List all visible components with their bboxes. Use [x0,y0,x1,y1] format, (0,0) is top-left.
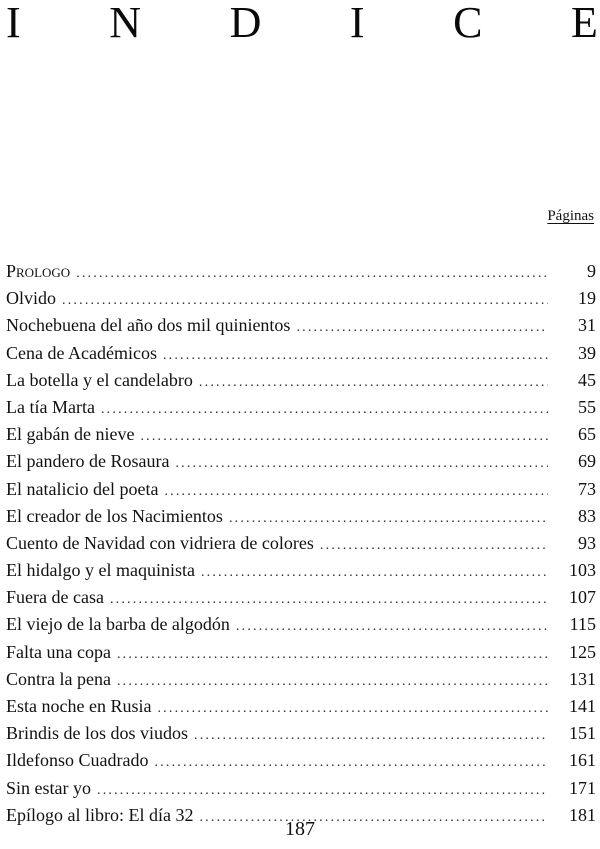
toc-entry-page: 83 [578,505,596,526]
toc-entry-page: 141 [569,696,596,716]
toc-entry-title: Falta una copa [6,641,111,662]
dot-leader [194,722,548,749]
dot-leader [229,505,548,532]
toc-entry [6,367,596,394]
dot-leader [62,287,548,314]
toc-entry-title: El viejo de la barba de algodón [6,614,230,635]
pages-column-label: Páginas [547,208,594,224]
toc-entry [6,258,596,285]
toc-entry [6,666,596,693]
toc-entry [6,312,596,339]
dot-leader [110,586,548,613]
table-of-contents [6,258,596,829]
toc-entry-title: Contra la pena [6,668,111,689]
toc-entry [6,285,596,312]
toc-entry-title: Esta noche en Rusia [6,696,152,716]
toc-entry-title: Prologo [6,261,71,281]
toc-entry-title: El gabán de nieve [6,424,135,445]
dot-leader [154,749,548,776]
heading-letter: I [6,0,21,47]
toc-entry-page: 45 [578,369,596,390]
dot-leader [117,641,548,668]
toc-entry [6,747,596,774]
toc-entry-page: 103 [569,560,596,581]
toc-entry-page: 125 [569,641,596,662]
dot-leader [117,668,548,695]
page-number: 187 [285,818,315,840]
toc-entry-page: 171 [569,777,596,798]
toc-entry [6,448,596,475]
toc-entry-title: El creador de los Nacimientos [6,505,223,526]
toc-entry-title: Brindis de los dos viudos [6,723,189,744]
toc-entry-title: La tía Marta [6,396,95,417]
toc-entry [6,503,596,530]
toc-entry-page: 69 [578,451,596,472]
toc-entry-title: Cena de Académicos [6,342,157,363]
toc-entry [6,611,596,638]
toc-entry-page: 181 [569,804,596,825]
toc-entry [6,584,596,611]
toc-entry-title: La botella y el candelabro [6,369,193,390]
toc-entry-title: El pandero de Rosaura [6,451,170,472]
dot-leader [199,369,548,396]
toc-entry-page: 107 [569,587,596,608]
dot-leader [296,314,548,341]
toc-entry-title: El natalicio del poeta [6,478,159,499]
toc-entry-title: El hidalgo y el maquinista [6,560,195,581]
dot-leader [320,532,548,559]
toc-entry-title: Fuera de casa [6,587,104,608]
toc-entry [6,476,596,503]
toc-entry-page: 151 [569,723,596,744]
toc-entry-title: Cuento de Navidad con vidriera de colores [6,532,314,553]
toc-entry [6,557,596,584]
toc-entry-title: Sin estar yo [6,777,91,798]
toc-entry [6,639,596,666]
toc-entry [6,421,596,448]
heading-letter: N [109,0,141,47]
dot-leader [157,695,548,722]
toc-entry-title: Nochebuena del año dos mil quinientos [6,315,291,336]
toc-entry-page: 65 [578,424,596,445]
heading-letter: D [229,0,262,47]
dot-leader [163,342,548,369]
toc-entry-page: 55 [578,396,596,417]
toc-entry [6,394,596,421]
toc-entry-page: 19 [578,288,596,309]
toc-entry-page: 131 [569,668,596,689]
index-heading [6,0,598,47]
toc-entry-page: 39 [578,342,596,363]
toc-entry-title: Ildefonso Cuadrado [6,750,149,771]
toc-entry [6,775,596,802]
toc-entry-page: 115 [569,614,596,635]
dot-leader [236,613,548,640]
toc-entry-title: Olvido [6,288,57,309]
toc-entry-page: 73 [578,478,596,499]
toc-entry-page: 161 [569,750,596,771]
heading-letter: I [349,0,365,47]
dot-leader [76,260,548,287]
dot-leader [164,478,548,505]
dot-leader [175,450,548,477]
dot-leader [97,777,548,804]
toc-entry [6,340,596,367]
toc-entry-page: 31 [578,315,596,336]
heading-letter: E [571,0,598,47]
dot-leader [201,559,548,586]
toc-entry [6,693,596,720]
dot-leader [140,423,548,450]
toc-entry-page: 93 [578,532,596,553]
toc-entry-title: Epílogo al libro: El día 32 [6,804,194,825]
toc-entry-page: 9 [587,261,596,281]
toc-entry [6,530,596,557]
toc-entry [6,720,596,747]
heading-letter: C [453,0,483,47]
dot-leader [101,396,548,423]
